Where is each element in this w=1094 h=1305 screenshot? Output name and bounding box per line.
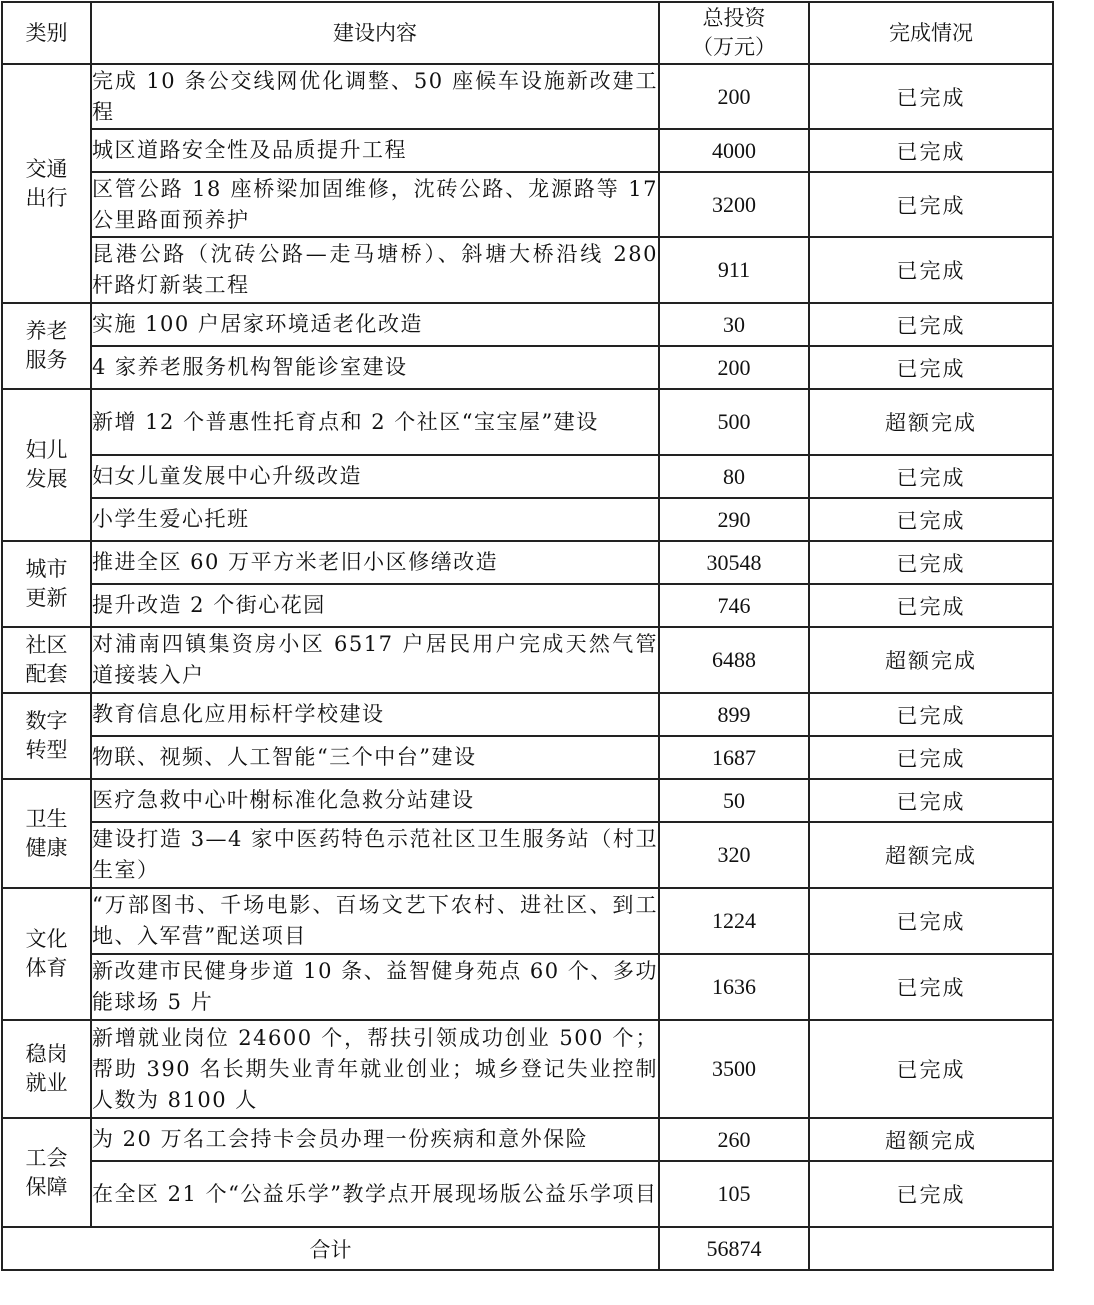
category-cell	[2, 888, 91, 1020]
content-cell: 城区道路安全性及品质提升工程	[91, 129, 659, 172]
table-row	[2, 954, 1053, 1020]
content-cell: 医疗急救中心叶榭标准化急救分站建设	[91, 779, 659, 822]
content-cell: 妇女儿童发展中心升级改造	[91, 455, 659, 498]
content-cell: 推进全区 60 万平方米老旧小区修缮改造	[91, 541, 659, 584]
category-cell	[2, 541, 91, 627]
investment-cell: 3200	[659, 172, 809, 237]
category-cell	[2, 779, 91, 888]
investment-cell: 1636	[659, 954, 809, 1020]
content-cell: “万部图书、千场电影、百场文艺下农村、进社区、到工地、入军营”配送项目	[91, 888, 659, 954]
investment-cell: 50	[659, 779, 809, 822]
investment-cell: 911	[659, 237, 809, 303]
status-cell: 已完成	[809, 541, 1053, 584]
category-cell	[2, 1020, 91, 1118]
category-cell	[2, 389, 91, 541]
category-label: 养老服务	[25, 319, 68, 372]
table-row	[2, 64, 1053, 129]
investment-cell: 30548	[659, 541, 809, 584]
content-cell: 区管公路 18 座桥梁加固维修，沈砖公路、龙源路等 17 公里路面预养护	[91, 172, 659, 237]
investment-cell: 746	[659, 584, 809, 627]
status-cell: 已完成	[809, 346, 1053, 389]
status-cell: 超额完成	[809, 389, 1053, 455]
status-cell: 已完成	[809, 1020, 1053, 1118]
table-row	[2, 172, 1053, 237]
status-cell: 已完成	[809, 172, 1053, 237]
status-cell: 已完成	[809, 1161, 1053, 1227]
content-cell: 对浦南四镇集资房小区 6517 户居民用户完成天然气管道接装入户	[91, 627, 659, 693]
content-cell: 在全区 21 个“公益乐学”教学点开展现场版公益乐学项目	[91, 1161, 659, 1227]
category-label: 交通出行	[25, 156, 68, 210]
table-row	[2, 779, 1053, 822]
content-cell: 为 20 万名工会持卡会员办理一份疾病和意外保险	[91, 1118, 659, 1161]
status-cell: 已完成	[809, 237, 1053, 303]
investment-cell: 80	[659, 455, 809, 498]
category-label: 妇儿发展	[25, 438, 68, 491]
investment-cell: 1687	[659, 736, 809, 779]
table-row	[2, 627, 1053, 693]
table-row	[2, 389, 1053, 455]
status-cell: 已完成	[809, 584, 1053, 627]
table-row	[2, 237, 1053, 303]
investment-cell: 290	[659, 498, 809, 541]
header-investment	[659, 2, 809, 64]
status-cell: 超额完成	[809, 627, 1053, 693]
content-cell: 4 家养老服务机构智能诊室建设	[91, 346, 659, 389]
investment-cell: 6488	[659, 627, 809, 693]
table-body	[2, 64, 1053, 1270]
investment-cell: 1224	[659, 888, 809, 954]
status-cell: 已完成	[809, 954, 1053, 1020]
content-cell: 实施 100 户居家环境适老化改造	[91, 303, 659, 346]
status-cell: 已完成	[809, 888, 1053, 954]
table-row	[2, 1118, 1053, 1161]
content-cell: 新增就业岗位 24600 个，帮扶引领成功创业 500 个；帮助 390 名长期失业青年就业创业；城乡登记失业控制人数为 8100 人	[91, 1020, 659, 1118]
header-status: 完成情况	[809, 2, 1053, 64]
content-cell: 建设打造 3—4 家中医药特色示范社区卫生服务站（村卫生室）	[91, 822, 659, 888]
category-label: 城市更新	[25, 557, 68, 610]
investment-cell: 4000	[659, 129, 809, 172]
content-cell: 提升改造 2 个街心花园	[91, 584, 659, 627]
total-label: 合计	[2, 1227, 659, 1270]
category-label: 文化体育	[25, 927, 68, 980]
status-cell: 已完成	[809, 455, 1053, 498]
total-investment: 56874	[659, 1227, 809, 1270]
category-cell	[2, 1118, 91, 1227]
investment-cell: 105	[659, 1161, 809, 1227]
table-row	[2, 1020, 1053, 1118]
investment-cell: 30	[659, 303, 809, 346]
table-row	[2, 822, 1053, 888]
table-row	[2, 584, 1053, 627]
header-category: 类别	[2, 2, 91, 64]
category-label: 社区配套	[25, 633, 68, 686]
total-status	[809, 1227, 1053, 1270]
table-row	[2, 346, 1053, 389]
category-label: 数字转型	[25, 709, 68, 762]
status-cell: 已完成	[809, 779, 1053, 822]
investment-cell: 320	[659, 822, 809, 888]
category-label: 工会保障	[25, 1145, 68, 1199]
content-cell: 教育信息化应用标杆学校建设	[91, 693, 659, 736]
header-row	[2, 2, 1053, 64]
category-cell	[2, 64, 91, 303]
status-cell: 超额完成	[809, 822, 1053, 888]
investment-cell: 899	[659, 693, 809, 736]
table-row	[2, 303, 1053, 346]
table-row	[2, 736, 1053, 779]
status-cell: 超额完成	[809, 1118, 1053, 1161]
investment-cell: 260	[659, 1118, 809, 1161]
table-row	[2, 888, 1053, 954]
header-investment-line1: 总投资	[702, 6, 766, 30]
category-cell	[2, 303, 91, 389]
total-row	[2, 1227, 1053, 1270]
investment-cell: 200	[659, 346, 809, 389]
status-cell: 已完成	[809, 129, 1053, 172]
content-cell: 新增 12 个普惠性托育点和 2 个社区“宝宝屋”建设	[91, 389, 659, 455]
content-cell: 昆港公路（沈砖公路—走马塘桥）、斜塘大桥沿线 280 杆路灯新装工程	[91, 237, 659, 303]
table-row	[2, 129, 1053, 172]
status-cell: 已完成	[809, 736, 1053, 779]
category-label: 稳岗就业	[25, 1042, 68, 1095]
table-row	[2, 455, 1053, 498]
category-cell	[2, 627, 91, 693]
status-cell: 已完成	[809, 498, 1053, 541]
content-cell: 小学生爱心托班	[91, 498, 659, 541]
header-investment-line2: （万元）	[692, 35, 776, 59]
investment-cell: 500	[659, 389, 809, 455]
header-content: 建设内容	[91, 2, 659, 64]
investment-cell: 3500	[659, 1020, 809, 1118]
content-cell: 物联、视频、人工智能“三个中台”建设	[91, 736, 659, 779]
content-cell: 新改建市民健身步道 10 条、益智健身苑点 60 个、多功能球场 5 片	[91, 954, 659, 1020]
status-cell: 已完成	[809, 693, 1053, 736]
table-row	[2, 693, 1053, 736]
content-cell: 完成 10 条公交线网优化调整、50 座候车设施新改建工程	[91, 64, 659, 129]
status-cell: 已完成	[809, 64, 1053, 129]
table-row	[2, 541, 1053, 584]
category-label: 卫生健康	[25, 806, 68, 860]
category-cell	[2, 693, 91, 779]
table-row	[2, 498, 1053, 541]
status-cell: 已完成	[809, 303, 1053, 346]
project-table	[1, 1, 1054, 1271]
investment-cell: 200	[659, 64, 809, 129]
table-row	[2, 1161, 1053, 1227]
